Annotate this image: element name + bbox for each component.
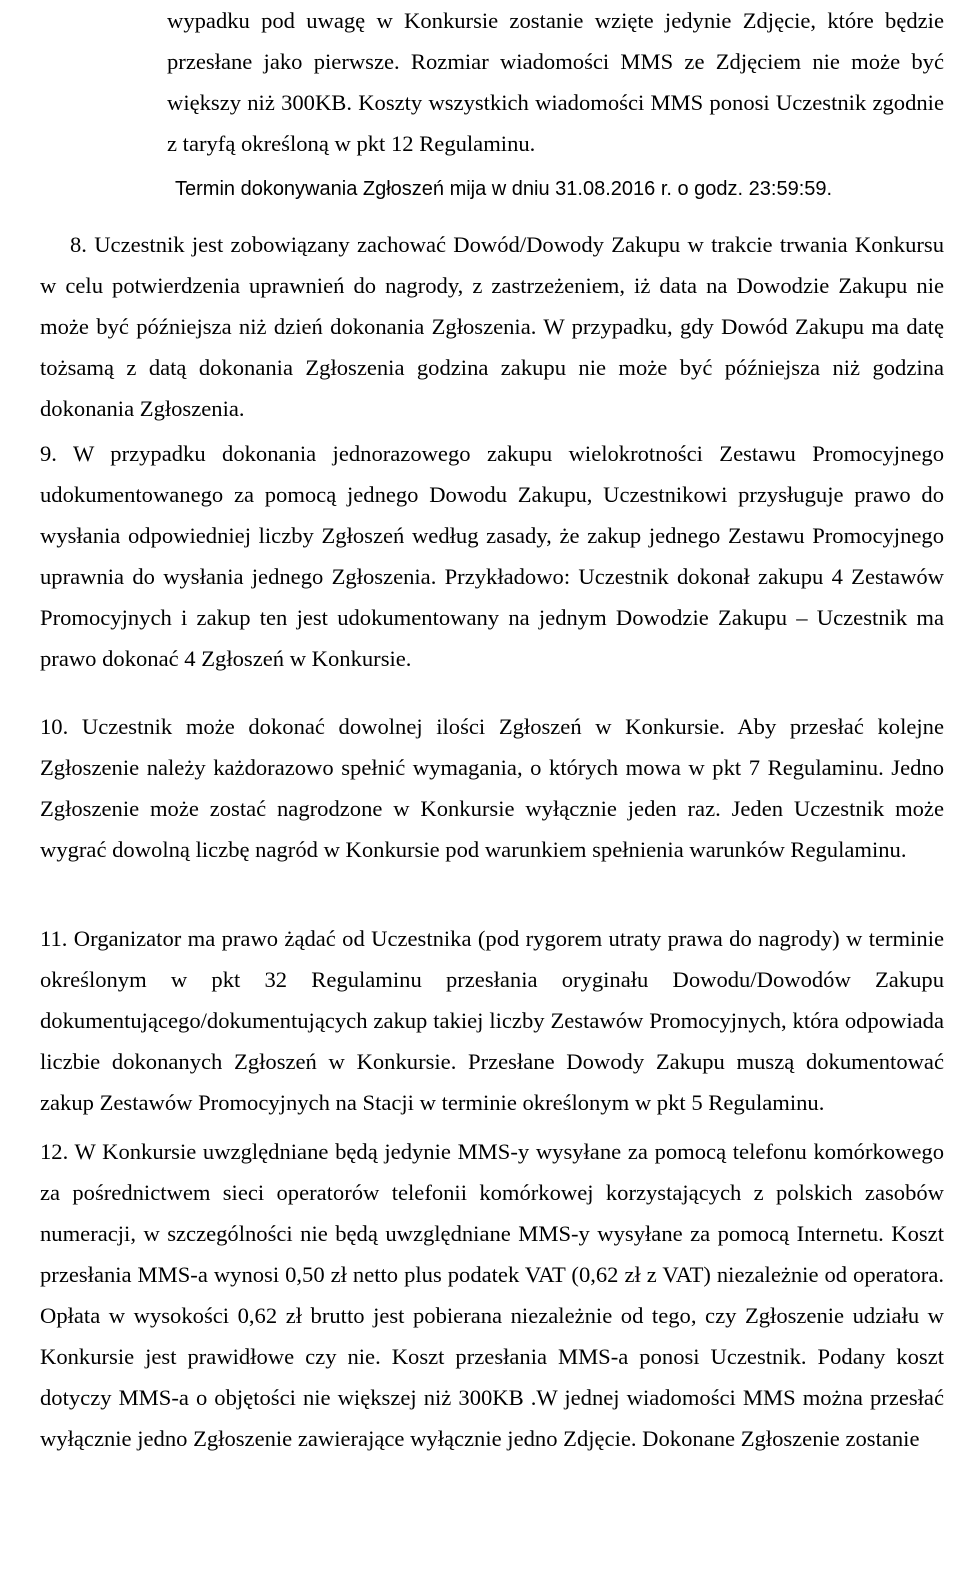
list-item-text: [40, 433, 944, 679]
list-item-11: [40, 918, 944, 1123]
list-item-number: 8.: [70, 232, 87, 257]
list-item-body: Organizator ma prawo żądać od Uczestnika (pod rygorem utraty prawa do nagrody) w terminie określonym w pkt 32 Regulaminu przesłania oryginału Dowodu/Dowodów Zakupu dokumentującego/dokumentujących zakup takiej liczby Zestawów Promocyjnych, która odpowiada liczbie dokonanych Zgłoszeń w Konkursie. Przesłane Dowody Zakupu muszą dokumentować zakup Zestawów Promocyjnych na Stacji w terminie określonym w pkt 5 Regulaminu.: [40, 926, 944, 1115]
list-item-body: W przypadku dokonania jednorazowego zakupu wielokrotności Zestawu Promocyjnego udokumentowanego za pomocą jednego Dowodu Zakupu, Uczestnikowi przysługuje prawo do wysłania odpowiedniej liczby Zgłoszeń według zasady, że zakup jednego Zestawu Promocyjnego uprawnia do wysłania jednego Zgłoszenia. Przykładowo: Uczestnik dokonał zakupu 4 Zestawów Promocyjnych i zakup ten jest udokumentowany na jednym Dowodzie Zakupu – Uczestnik ma prawo dokonać 4 Zgłoszeń w Konkursie.: [40, 441, 944, 671]
list-item-10: [40, 706, 944, 870]
list-item-number: 9.: [40, 441, 57, 466]
list-item-12: [40, 1131, 944, 1459]
list-item-number: 11.: [40, 926, 68, 951]
list-item-text: [40, 224, 944, 429]
list-item-body: W Konkursie uwzględniane będą jedynie MMS-y wysyłane za pomocą telefonu komórkowego za pośrednictwem sieci operatorów telefonii komórkowej korzystających z polskich zasobów numeracji, w szczególności nie będą uwzględniane MMS-y wysyłane za pomocą Internetu. Koszt przesłania MMS-a wynosi 0,50 zł netto plus podatek VAT (0,62 zł z VAT) niezależnie od operatora. Opłata w wysokości 0,62 zł brutto jest pobierana niezależnie od tego, czy Zgłoszenie udziału w Konkursie jest prawidłowe czy nie. Koszt przesłania MMS-a ponosi Uczestnik. Podany koszt dotyczy MMS-a o objętości nie większej niż 300KB .W jednej wiadomości MMS można przesłać wyłącznie jedno Zgłoszenie zawierające wyłącznie jedno Zdjęcie. Dokonane Zgłoszenie zostanie: [40, 1139, 944, 1451]
deadline-text: Termin dokonywania Zgłoszeń mija w dniu 31.08.2016 r. o godz. 23:59:59.: [175, 178, 833, 200]
list-item-body: Uczestnik jest zobowiązany zachować Dowód/Dowody Zakupu w trakcie trwania Konkursu w celu potwierdzenia uprawnień do nagrody, z zastrzeżeniem, iż data na Dowodzie Zakupu nie może być późniejsza niż dzień dokonania Zgłoszenia. W przypadku, gdy Dowód Zakupu ma datę tożsamą z datą dokonania Zgłoszenia godzina zakupu nie może być późniejsza niż godzina dokonania Zgłoszenia.: [40, 232, 944, 421]
intro-paragraph: [167, 0, 944, 164]
list-item-8: [40, 224, 944, 429]
deadline-line: [175, 169, 944, 210]
intro-text: wypadku pod uwagę w Konkursie zostanie wzięte jedynie Zdjęcie, które będzie przesłane jako pierwsze. Rozmiar wiadomości MMS ze Zdjęciem nie może być większy niż 300KB. Koszty wszystkich wiadomości MMS ponosi Uczestnik zgodnie z taryfą określoną w pkt 12 Regulaminu.: [167, 8, 944, 156]
list-item-number: 12.: [40, 1139, 69, 1164]
list-item-9: [40, 433, 944, 679]
list-item-text: [40, 918, 944, 1123]
list-item-text: [40, 1131, 944, 1459]
list-item-body: Uczestnik może dokonać dowolnej ilości Zgłoszeń w Konkursie. Aby przesłać kolejne Zgłoszenie należy każdorazowo spełnić wymagania, o których mowa w pkt 7 Regulaminu. Jedno Zgłoszenie może zostać nagrodzone w Konkursie wyłącznie jeden raz. Jeden Uczestnik może wygrać dowolną liczbę nagród w Konkursie pod warunkiem spełnienia warunków Regulaminu.: [40, 714, 944, 862]
list-item-number: 10.: [40, 714, 69, 739]
list-item-text: [40, 706, 944, 870]
